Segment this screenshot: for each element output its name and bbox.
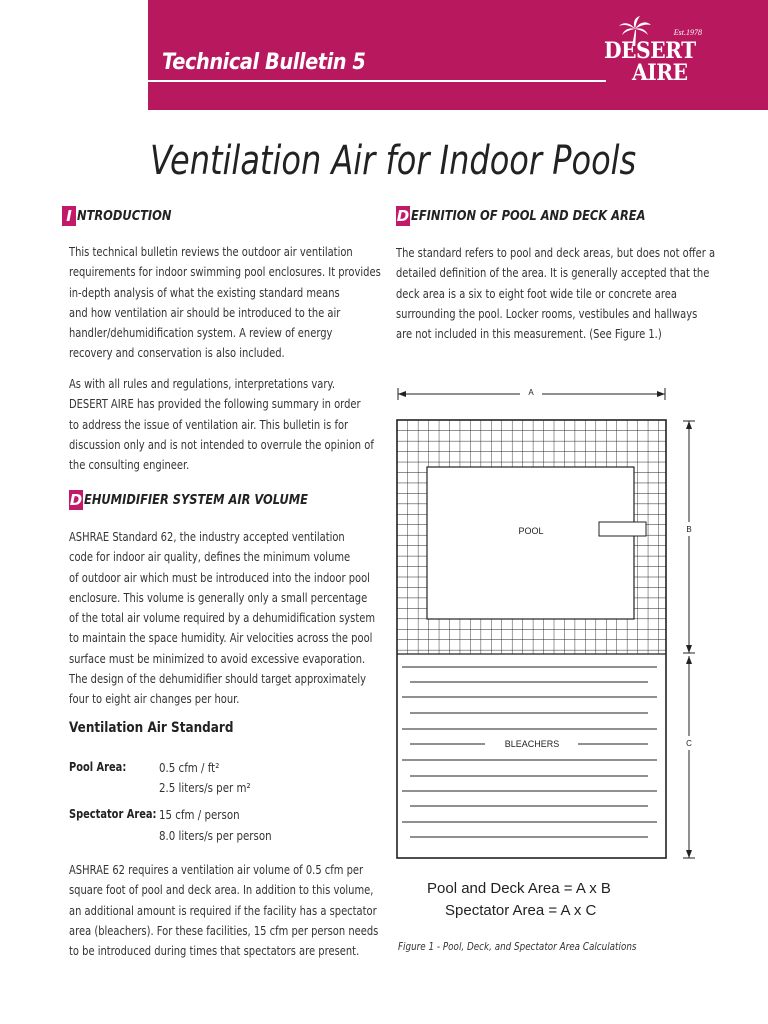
- text-line: The design of the dehumidifier should target approximately: [69, 671, 366, 687]
- text-line: of outdoor air which must be introduced into the indoor pool: [69, 569, 370, 585]
- ventilation-standard-heading: Ventilation Air Standard: [69, 720, 234, 736]
- dimension-c: [682, 656, 696, 858]
- text-line: to be introduced during times that spectators are present.: [69, 943, 360, 959]
- formula-spectator: Spectator Area = A x C: [445, 902, 597, 919]
- pool-steps: [599, 522, 646, 536]
- text-line: and how ventilation air should be introduced to the air: [69, 304, 341, 320]
- text-line: ASHRAE Standard 62, the industry accepted ventilation: [69, 529, 345, 544]
- definition-paragraph: [396, 243, 716, 344]
- introduction-paragraph-1: [69, 242, 381, 364]
- bleacher-rows: [402, 667, 657, 837]
- dimension-c-label: C: [686, 739, 692, 748]
- text-line: enclosure. This volume is generally only a small percentage: [69, 589, 368, 605]
- text-line: discussion only and is not intended to overrule the opinion of: [69, 436, 374, 452]
- dehumidifier-paragraph: [69, 527, 376, 710]
- heading-text: EFINITION OF POOL AND DECK AREA: [411, 208, 646, 224]
- dimension-b: [682, 421, 696, 653]
- drop-cap: D: [69, 491, 83, 509]
- text-line: in-depth analysis of what the existing standard means: [69, 284, 340, 300]
- text-line: to address the issue of ventilation air. This bulletin is for: [69, 416, 349, 432]
- spectator-area-value-metric: 8.0 liters/s per person: [159, 828, 272, 843]
- section-dehumidifier-heading: [69, 490, 338, 510]
- ventilation-standard-paragraph: [69, 860, 379, 961]
- figure-caption: Figure 1 - Pool, Deck, and Spectator Area Calculations: [398, 940, 637, 953]
- text-line: detailed definition of the area. It is generally accepted that the: [396, 265, 710, 281]
- drop-cap: D: [396, 207, 410, 225]
- pool-label: POOL: [518, 526, 544, 536]
- pool-area-value-imperial: 0.5 cfm / ft²: [159, 760, 220, 775]
- introduction-paragraph-2: [69, 374, 374, 475]
- pool-area-value-metric: 2.5 liters/s per m²: [159, 780, 251, 795]
- text-line: deck area is a six to eight foot wide tile or concrete area: [396, 285, 677, 301]
- dimension-b-label: B: [686, 525, 692, 534]
- text-line: This technical bulletin reviews the outdoor air ventilation: [69, 244, 353, 259]
- section-definition-heading: [396, 206, 677, 226]
- text-line: surface must be minimized to avoid excessive evaporation.: [69, 650, 366, 666]
- bleachers-label: BLEACHERS: [504, 739, 560, 749]
- text-line: The standard refers to pool and deck areas, but does not offer a: [396, 245, 716, 260]
- text-line: the consulting engineer.: [69, 457, 190, 473]
- bulletin-title: Technical Bulletin 5: [162, 50, 366, 75]
- text-line: As with all rules and regulations, interpretations vary.: [69, 376, 336, 391]
- text-line: requirements for indoor swimming pool enclosures. It provides: [69, 264, 381, 280]
- logo-est: Est.1978: [673, 28, 702, 37]
- text-line: to maintain the space humidity. Air velocities across the pool: [69, 630, 373, 646]
- drop-cap: I: [62, 206, 76, 226]
- spectator-area-label: Spectator Area:: [69, 807, 157, 821]
- text-line: an additional amount is required if the facility has a spectator: [69, 902, 377, 918]
- text-line: code for indoor air quality, defines the minimum volume: [69, 549, 351, 565]
- text-line: ASHRAE 62 requires a ventilation air volume of 0.5 cfm per: [69, 862, 364, 877]
- desert-aire-logo: [600, 16, 710, 90]
- dimension-a-label: A: [528, 388, 534, 397]
- pool-area-label: Pool Area:: [69, 760, 127, 774]
- text-line: surrounding the pool. Locker rooms, vestibules and hallways: [396, 305, 698, 321]
- text-line: four to eight air changes per hour.: [69, 691, 240, 707]
- heading-text: NTRODUCTION: [77, 208, 172, 224]
- logo-word-desert: DESERT: [604, 38, 696, 64]
- page-title: Ventilation Air for Indoor Pools: [150, 138, 637, 184]
- text-line: area (bleachers). For these facilities, 15 cfm per person needs: [69, 922, 379, 938]
- text-line: square foot of pool and deck area. In addition to this volume,: [69, 882, 374, 898]
- text-line: DESERT AIRE has provided the following summary in order: [69, 396, 361, 412]
- pool-deck-diagram: [390, 380, 700, 880]
- heading-text: EHUMIDIFIER SYSTEM AIR VOLUME: [84, 492, 308, 508]
- formula-pool-deck: Pool and Deck Area = A x B: [427, 880, 611, 897]
- text-line: handler/dehumidification system. A review of energy: [69, 325, 333, 341]
- pool-rectangle: [427, 467, 634, 619]
- logo-word-aire: AIRE: [632, 60, 688, 86]
- text-line: of the total air volume required by a dehumidification system: [69, 610, 376, 626]
- spectator-area-value-imperial: 15 cfm / person: [159, 807, 240, 822]
- dimension-a: [398, 386, 665, 400]
- text-line: are not included in this measurement. (See Figure 1.): [396, 326, 662, 342]
- banner-rule: [148, 80, 606, 82]
- section-introduction-heading: [62, 206, 184, 226]
- text-line: recovery and conservation is also included.: [69, 345, 285, 361]
